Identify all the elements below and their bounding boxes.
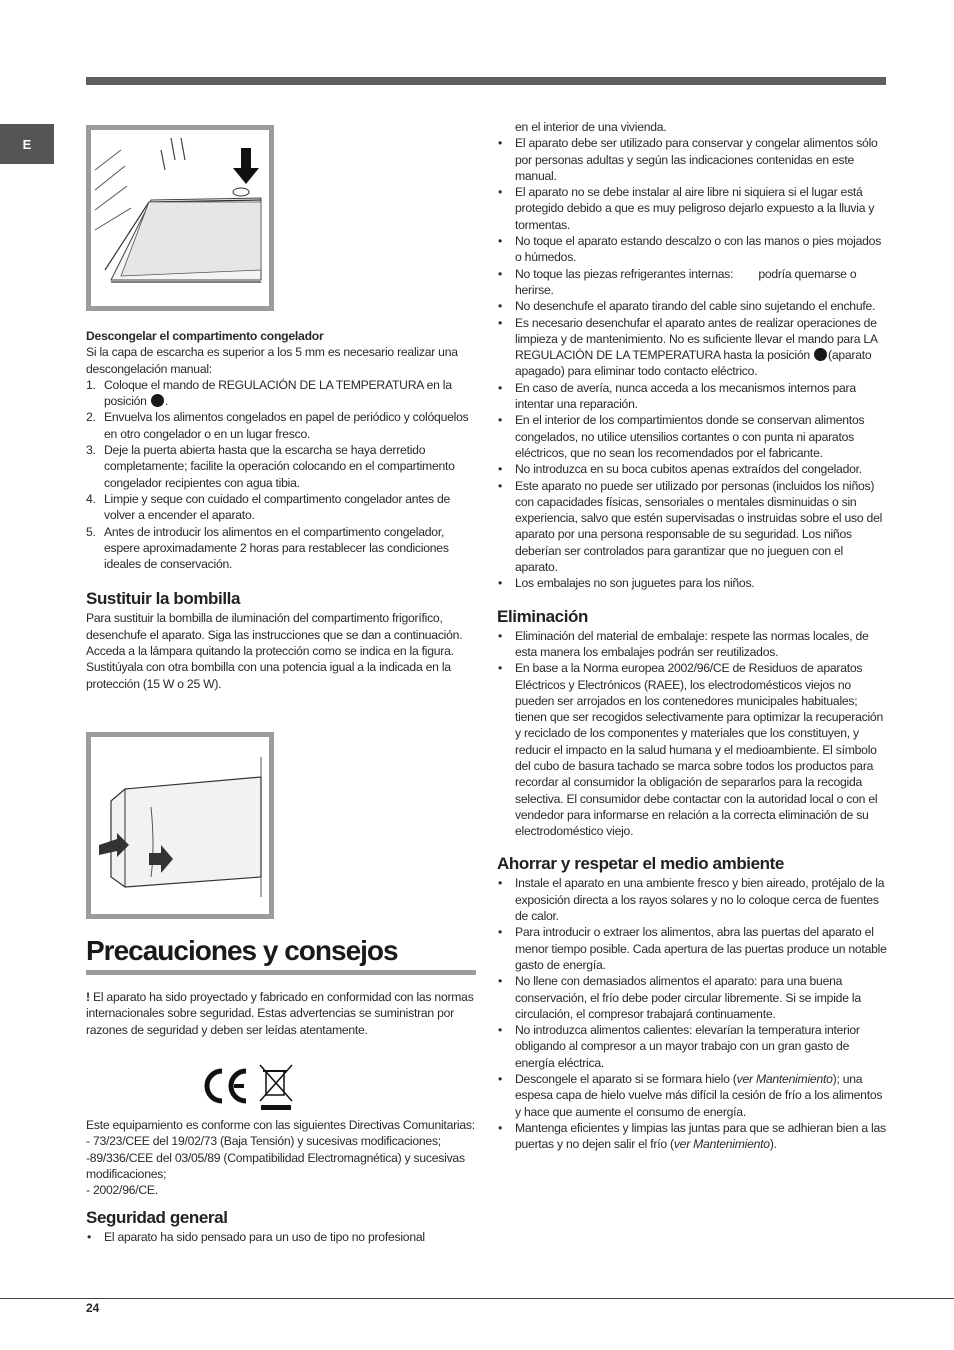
right-column (497, 119, 887, 1153)
bulb-heading: Sustituir la bombilla (86, 589, 241, 609)
disposal-heading: Eliminación (497, 606, 589, 626)
header-rule (86, 77, 886, 85)
list-item: • No toque el aparato estando descalzo o con las manos o pies mojados o húmedos. (497, 233, 887, 266)
defrost-intro: Si la capa de escarcha es superior a los 5 mm es necesario realizar una descongelación manual: (86, 345, 458, 376)
list-item: • No toque las piezas refrigerantes internas: podría quemarse o herirse. (497, 266, 887, 299)
list-item: • Este aparato no puede ser utilizado por personas (incluidos los niños) con capacidades físicas, sensoriales o mentales disminuidas o sin experiencia, salvo que estén supervisadas o instruidas sobre el uso del aparato por una persona responsable de su seguridad. Los niños deberían ser controlados para garantizar que no jueguen con el aparato. (497, 478, 887, 576)
defrost-heading: Descongelar el compartimento congelador (86, 329, 324, 343)
lamp-cover-illustration (91, 737, 269, 914)
conformity-marks (200, 1061, 296, 1113)
page-title: Precauciones y consejos (86, 933, 476, 975)
defrost-section (86, 328, 476, 692)
list-item: • No desenchufe el aparato tirando del cable sino sujetando el enchufe. (497, 298, 887, 314)
safety-heading: Seguridad general (86, 1208, 228, 1228)
list-item: • No llene con demasiados alimentos el aparato: para una buena conservación, el frío debe poder circular libremente. Si se impide la circulación, el compresor trabajará continuamente. (497, 973, 887, 1022)
safety-list-start (86, 1229, 476, 1245)
directives-intro: Este equipamiento es conforme con las siguientes Directivas Comunitarias: (86, 1118, 475, 1132)
bulb-figure (86, 732, 274, 919)
directive-item: -89/336/CEE del 03/05/89 (Compatibilidad Electromagnética) y sucesivas modificaciones; (86, 1150, 465, 1181)
directive-item: - 73/23/CEE del 19/02/73 (Baja Tensión) y sucesivas modificaciones; (86, 1134, 441, 1149)
defrost-steps (86, 377, 476, 573)
list-item: 1. Coloque el mando de REGULACIÓN DE LA TEMPERATURA en la posición . (86, 377, 452, 409)
list-item: • Eliminación del material de embalaje: respete las normas locales, de esta manera los embalajes podrán ser reutilizados. (497, 628, 887, 661)
warning-mark: ! (86, 990, 90, 1004)
list-item: • En base a la Norma europea 2002/96/CE de Residuos de aparatos Eléctricos y Electrónicos (RAEE), los electrodomésticos viejos no pueden ser arrojados en los contenedores municipales habituales; tienen que ser recogidos selectivamente para optimizar la recuperación y reciclado de los componentes y materiales que los constituyen, y reducir el impacto en la salud humana y el medioambiente. El símbolo del cubo de basura tachado se marca sobre todos los productos para recordar al consumidor la obligación de separarlos para la recogida selectiva. El consumidor debe contactar con la autoridad local o con el vendedor para informarse en relación a la correcta eliminación de su electrodoméstico viejo. (497, 660, 887, 839)
list-item: 4. Limpie y seque con cuidado el compartimento congelador antes de volver a encender el aparato. (86, 491, 451, 523)
page-number: 24 (86, 1301, 100, 1315)
list-item: • El aparato debe ser utilizado para conservar y congelar alimentos sólo por personas adultas y según las indicaciones contenidas en este manual. (497, 135, 887, 184)
directive-item: - 2002/96/CE. (86, 1183, 158, 1198)
off-position-icon (814, 348, 827, 361)
list-item: • Mantenga eficientes y limpias las juntas para que se adhieran bien a las puertas y no dejen salir el frío (ver Mantenimiento). (497, 1120, 887, 1153)
list-item: • Descongele el aparato si se formara hielo (ver Mantenimiento); una espesa capa de hielo vuelve más difícil la cesión de frío a los alimentos y hace que aumente el consumo de energía. (497, 1071, 887, 1120)
list-item: 3. Deje la puerta abierta hasta que la escarcha se haya derretido completamente; facilite la operación colocando en el compartimento congelador recipientes con agua tibia. (86, 443, 455, 490)
disposal-list (497, 628, 887, 840)
list-item: • Para introducir o extraer los alimentos, abra las puertas del aparato el menor tiempo posible. Cada apertura de las puertas produce un notable gasto de energía. (497, 924, 887, 973)
language-tab: E (0, 124, 54, 164)
list-item: • Es necesario desenchufar el aparato antes de realizar operaciones de limpieza y de mantenimiento. No es suficiente llevar el mando para LA REGULACIÓN DE LA TEMPERATURA hasta la posición (aparato apagado) para eliminar todo contacto eléctrico. (497, 315, 887, 380)
footer-rule (0, 1298, 954, 1299)
bulb-paragraph-2: Acceda a la lámpara quitando la protección como se indica en la figura. Sustitúyala con otra bombilla con una potencia igual a la indicada en la protección (15 W o 25 W). (86, 644, 454, 691)
safety-list (497, 135, 887, 591)
bulb-paragraph-1: Para sustituir la bombilla de iluminación del compartimento frigorífico, desenchufe el aparato. Siga las instrucciones que se dan a continuación. (86, 611, 463, 642)
safety-continuation: en el interior de una vivienda. (515, 120, 667, 134)
list-item: • No introduzca alimentos calientes: elevarían la temperatura interior obligando al compresor a un mayor trabajo con un gran gasto de energía eléctrica. (497, 1022, 887, 1071)
environment-list (497, 875, 887, 1152)
list-item: 5. Antes de introducir los alimentos en el compartimento congelador, espere aproximadamente 2 horas para restablecer las condiciones ideales de conservación. (86, 524, 449, 572)
list-item: 2. Envuelva los alimentos congelados en papel de periódico y colóquelos en otro congelador o en un lugar fresco. (86, 410, 469, 441)
precautions-intro (86, 989, 476, 1038)
list-item: • En el interior de los compartimientos donde se conservan alimentos congelados, no utilice utensilios cortantes o con punta ni aparatos eléctricos, que no sean los recomendados por el fabricante. (497, 412, 887, 461)
defrost-figure (86, 125, 274, 311)
list-item: • En caso de avería, nunca acceda a los mecanismos internos para intentar una reparación. (497, 380, 887, 413)
list-item: • No introduzca en su boca cubitos apenas extraídos del congelador. (497, 461, 887, 477)
list-item: • Los embalajes no son juguetes para los niños. (497, 575, 887, 591)
freezer-illustration (91, 130, 269, 306)
environment-heading: Ahorrar y respetar el medio ambiente (497, 854, 784, 874)
list-item: • Instale el aparato en una ambiente fresco y bien aireado, protéjalo de la exposición directa a los rayos solares y no lo coloque cerca de fuentes de calor. (497, 875, 887, 924)
list-item: • El aparato ha sido pensado para un uso de tipo no profesional (86, 1229, 476, 1245)
crossed-bin-icon (260, 1065, 292, 1110)
off-position-icon (151, 394, 164, 407)
list-item: • El aparato no se debe instalar al aire libre ni siquiera si el lugar está protegido debido a que es muy peligroso dejarlo expuesto a la lluvia y tormentas. (497, 184, 887, 233)
directives-section (86, 1117, 476, 1246)
ce-mark-icon (207, 1071, 246, 1101)
warning-paragraph: ! El aparato ha sido proyectado y fabricado en conformidad con las normas internacionales sobre seguridad. Estas advertencias se suministran por razones de seguridad y deben ser leídas atentamente. (86, 990, 474, 1037)
